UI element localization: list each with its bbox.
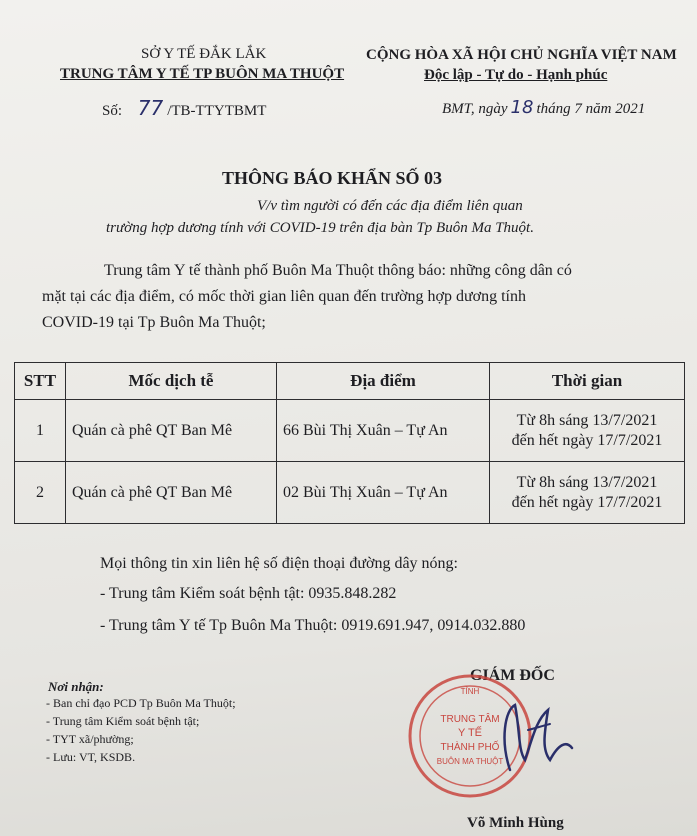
cell-time xyxy=(490,400,685,462)
header-location: Địa điểm xyxy=(277,363,490,400)
table-row xyxy=(15,462,685,524)
contact-intro: Mọi thông tin xin liên hệ số điện thoại đường dây nóng: xyxy=(100,555,458,572)
list-item: - Lưu: VT, KSDB. xyxy=(46,750,136,764)
national-motto: Độc lập - Tự do - Hạnh phúc xyxy=(424,67,608,83)
subtitle-line-2: trường hợp dương tính với COVID-19 trên địa bàn Tp Buôn Ma Thuột. xyxy=(106,220,534,236)
time-end: đến hết ngày 17/7/2021 xyxy=(511,431,663,449)
number-label: Số: xyxy=(102,103,123,119)
cell-place: Quán cà phê QT Ban Mê xyxy=(66,462,277,524)
date-suffix: tháng 7 năm 2021 xyxy=(536,101,646,117)
document-title: THÔNG BÁO KHẨN SỐ 03 xyxy=(222,168,443,188)
list-item: - TYT xã/phường; xyxy=(46,732,134,746)
number-suffix: /TB-TTYTBMT xyxy=(167,103,267,119)
issue-date xyxy=(442,97,645,118)
table-row xyxy=(15,400,685,462)
contact-line-2: - Trung tâm Y tế Tp Buôn Ma Thuột: 0919.691.947, 0914.032.880 xyxy=(100,617,526,634)
time-end: đến hết ngày 17/7/2021 xyxy=(511,493,663,511)
handwritten-signature xyxy=(470,690,590,790)
date-prefix: BMT, ngày xyxy=(442,101,508,117)
stamp-top-text: TỈNH xyxy=(460,687,480,696)
stamp-line-1: TRUNG TÂM xyxy=(440,714,500,725)
stamp-line-2: Y TẾ xyxy=(457,727,483,739)
contact-line-1: - Trung tâm Kiểm soát bệnh tật: 0935.848.282 xyxy=(100,585,397,602)
stamp-line-4: BUÔN MA THUỘT xyxy=(436,757,504,766)
list-item: - Ban chỉ đạo PCD Tp Buôn Ma Thuột; xyxy=(46,696,236,710)
subtitle-line-1: V/v tìm người có đến các địa điểm liên quan xyxy=(257,198,523,214)
cell-time xyxy=(490,462,685,524)
intro-line-3: COVID-19 tại Tp Buôn Ma Thuột; xyxy=(42,314,266,331)
header-time: Thời gian xyxy=(490,363,685,400)
header-stt: STT xyxy=(15,363,66,400)
intro-line-2: mặt tại các địa điểm, có mốc thời gian liên quan đến trường hợp dương tính xyxy=(42,288,526,305)
cell-stt: 1 xyxy=(15,400,66,462)
agency-name: TRUNG TÂM Y TẾ TP BUÔN MA THUỘT xyxy=(60,66,345,82)
cell-stt: 2 xyxy=(15,462,66,524)
signer-role: GIÁM ĐỐC xyxy=(470,667,555,684)
cell-place: Quán cà phê QT Ban Mê xyxy=(66,400,277,462)
stamp-line-3: THÀNH PHỐ xyxy=(440,742,500,753)
cell-address: 66 Bùi Thị Xuân – Tự An xyxy=(277,400,490,462)
locations-table xyxy=(14,362,685,524)
date-day-handwritten: 18 xyxy=(510,97,534,118)
number-handwritten: 77 xyxy=(137,96,164,120)
recipients-list xyxy=(46,694,236,766)
intro-line-1: Trung tâm Y tế thành phố Buôn Ma Thuột thông báo: những công dân có xyxy=(104,262,572,279)
signer-name: Võ Minh Hùng xyxy=(467,815,564,831)
time-start: Từ 8h sáng 13/7/2021 xyxy=(516,411,658,429)
cell-address: 02 Bùi Thị Xuân – Tự An xyxy=(277,462,490,524)
time-start: Từ 8h sáng 13/7/2021 xyxy=(516,473,658,491)
document-number xyxy=(102,96,266,120)
recipients-heading: Nơi nhận: xyxy=(48,679,104,694)
header-epidemic-point: Mốc dịch tễ xyxy=(66,363,277,400)
table-header-row xyxy=(15,363,685,400)
national-title: CỘNG HÒA XÃ HỘI CHỦ NGHĨA VIỆT NAM xyxy=(366,47,677,63)
list-item: - Trung tâm Kiểm soát bệnh tật; xyxy=(46,714,200,728)
agency-parent: SỞ Y TẾ ĐẮK LẮK xyxy=(141,46,267,62)
